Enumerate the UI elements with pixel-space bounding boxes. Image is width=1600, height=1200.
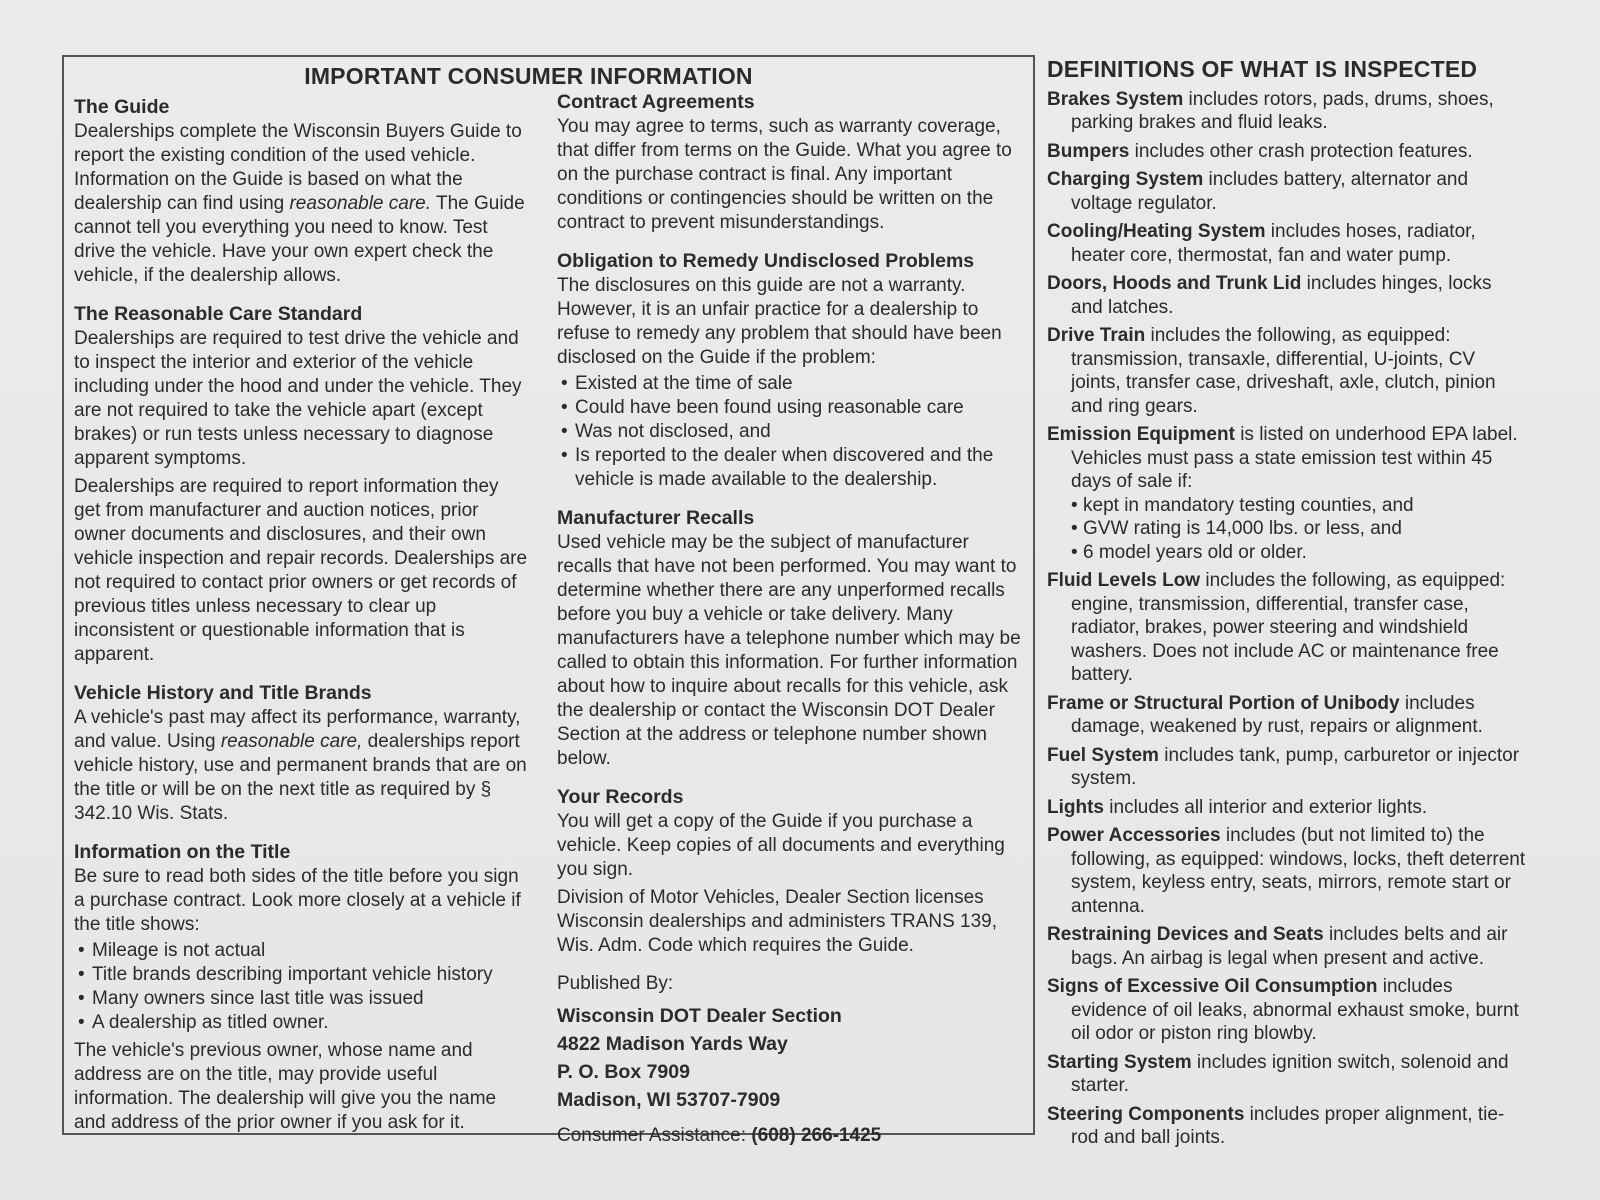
definition-term: Charging System — [1047, 169, 1204, 190]
definition-term: Starting System — [1047, 1051, 1192, 1073]
definition-description: includes ignition switch, solenoid and starter. — [1071, 1051, 1509, 1096]
definition-description: includes rotors, pads, drums, shoes, parking brakes and fluid leaks. — [1071, 88, 1494, 133]
definition-description: includes (but not limited to) the following, as equipped: windows, locks, theft deterrent system, keyless entry, seats, mirrors, remote start or antenna. — [1071, 825, 1526, 917]
definition-item — [1047, 1051, 1527, 1098]
definition-item — [1047, 272, 1527, 319]
section-paragraph: You will get a copy of the Guide if you purchase a vehicle. Keep copies of all documents and everything you sign. — [557, 811, 1005, 880]
section-paragraph: Be sure to read both sides of the title before you sign a purchase contract. Look more closely at a vehicle if the title shows: — [74, 866, 521, 935]
section-contract — [557, 90, 1022, 235]
box-title: IMPORTANT CONSUMER INFORMATION — [304, 63, 753, 89]
definitions-column — [1047, 58, 1527, 1155]
section-reasonable-care — [74, 302, 529, 667]
definition-term: Doors, Hoods and Trunk Lid — [1047, 273, 1302, 294]
section-paragraph: The disclosures on this guide are not a warranty. However, it is an unfair practice for a dealership to refuse to remedy any problem that should have been disclosed on the Guide if the problem: — [557, 275, 1002, 368]
definition-item — [1047, 220, 1527, 267]
text-span: The Guide cannot tell you everything you need to know. Test drive the vehicle. Have your own expert check the vehicle, if the dealership allows. — [74, 193, 525, 286]
text-span: Dealerships complete the Wisconsin Buyers Guide to report the existing condition of the used vehicle. Information on the Guide is based on what the dealership can find using — [74, 121, 522, 214]
definition-description: includes tank, pump, carburetor or injector system. — [1071, 744, 1520, 789]
section-text — [74, 120, 529, 288]
definition-description: includes damage, weakened by rust, repairs or alignment. — [1071, 692, 1483, 737]
definitions-list — [1047, 88, 1527, 1150]
section-heading: Obligation to Remedy Undisclosed Problems — [557, 250, 975, 272]
section-text — [74, 706, 529, 826]
text-span: dealerships report vehicle history, use and permanent brands that are on the title or will be on the next title as required by § 342.10 Wis. Stats. — [74, 731, 527, 824]
definition-description: includes battery, alternator and voltage regulator. — [1071, 169, 1469, 214]
section-heading: Contract Agreements — [557, 91, 755, 113]
publisher-street: 4822 Madison Yards Way — [557, 1033, 788, 1055]
consumer-assistance — [557, 1124, 1022, 1148]
section-heading: Manufacturer Recalls — [557, 507, 755, 529]
definition-item — [1047, 796, 1527, 820]
list-item: • kept in mandatory testing counties, and — [1071, 494, 1527, 518]
section-your-records — [557, 785, 1022, 958]
definition-description: includes evidence of oil leaks, abnormal exhaust smoke, burnt oil odor or piston ring blowby. — [1071, 976, 1519, 1044]
definition-item — [1047, 168, 1527, 215]
definition-item — [1047, 923, 1527, 970]
definition-item — [1047, 88, 1527, 135]
list-item: • Was not disclosed, and — [557, 420, 1022, 444]
info-column-2 — [557, 90, 1022, 1148]
definition-term: Steering Components — [1047, 1103, 1245, 1125]
emphasis-text: reasonable care. — [289, 193, 432, 214]
published-by-label: Published By: — [557, 973, 674, 994]
definition-item — [1047, 324, 1527, 418]
publisher-name: Wisconsin DOT Dealer Section — [557, 1005, 842, 1027]
list-item: • Existed at the time of sale — [557, 372, 1022, 396]
section-heading: Vehicle History and Title Brands — [74, 682, 372, 704]
consumer-information-box — [62, 55, 1035, 1146]
section-heading: The Reasonable Care Standard — [74, 303, 363, 325]
definition-item — [1047, 744, 1527, 791]
section-paragraph: Division of Motor Vehicles, Dealer Section licenses Wisconsin dealerships and administers TRANS 139, Wis. Adm. Code which requires the Guide. — [557, 887, 998, 956]
section-paragraph: The vehicle's previous owner, whose name and address are on the title, may provide useful information. The dealership will give you the name and address of the prior owner if you ask for it. — [74, 1040, 497, 1133]
list-item: • Mileage is not actual — [74, 939, 529, 963]
list-item: • Title brands describing important vehicle history — [74, 963, 529, 987]
publisher-pobox: P. O. Box 7909 — [557, 1061, 690, 1083]
title-bullet-list — [74, 939, 529, 1035]
definition-description: includes proper alignment, tie-rod and ball joints. — [1071, 1103, 1505, 1148]
definition-description: includes the following, as equipped: transmission, transaxle, differential, U-joints, CV joints, transfer case, driveshaft, axle, clutch, pinion and ring gears. — [1071, 325, 1496, 417]
definition-term: Lights — [1047, 796, 1104, 818]
definition-term: Cooling/Heating System — [1047, 221, 1266, 242]
definition-description: includes belts and air bags. An airbag is legal when present and active. — [1071, 924, 1508, 969]
text-span: A vehicle's past may affect its performance, warranty, and value. Using — [74, 707, 521, 752]
section-title-info — [74, 840, 529, 1135]
definition-term: Brakes System — [1047, 88, 1184, 110]
definition-description: includes all interior and exterior lights. — [1104, 796, 1428, 818]
definition-description: is listed on underhood EPA label. Vehicles must pass a state emission test within 45 days of sale if: — [1071, 424, 1518, 492]
obligation-bullet-list — [557, 372, 1022, 492]
definitions-title: DEFINITIONS OF WHAT IS INSPECTED — [1047, 56, 1478, 82]
definition-term: Frame or Structural Portion of Unibody — [1047, 692, 1400, 714]
definition-item — [1047, 1103, 1527, 1150]
definition-item — [1047, 569, 1527, 687]
list-item: • Many owners since last title was issued — [74, 987, 529, 1011]
definition-item — [1047, 140, 1527, 164]
definition-term: Drive Train — [1047, 325, 1146, 346]
assistance-phone: (608) 266-1425 — [751, 1125, 882, 1146]
publisher-city: Madison, WI 53707-7909 — [557, 1089, 781, 1111]
info-column-1 — [74, 95, 529, 1149]
definition-item — [1047, 423, 1527, 564]
definition-description: includes the following, as equipped: engine, transmission, differential, transfer case, radiator, brakes, power steering and windshield washers. Does not include AC or maintenance free battery. — [1071, 570, 1506, 685]
publisher-block — [557, 972, 1022, 1148]
assistance-label: Consumer Assistance: — [557, 1125, 752, 1146]
definition-item — [1047, 975, 1527, 1046]
definition-item — [1047, 692, 1527, 739]
list-item: • A dealership as titled owner. — [74, 1011, 529, 1035]
definition-term: Bumpers — [1047, 140, 1130, 162]
definition-item — [1047, 824, 1527, 918]
definition-term: Emission Equipment — [1047, 424, 1235, 445]
definition-term: Restraining Devices and Seats — [1047, 924, 1324, 945]
definition-description: includes hoses, radiator, heater core, thermostat, fan and water pump. — [1071, 221, 1476, 266]
definition-bullet-list — [1071, 494, 1527, 565]
definition-description: includes hinges, locks and latches. — [1071, 273, 1492, 318]
emphasis-text: reasonable care, — [220, 731, 363, 752]
section-recalls — [557, 506, 1022, 771]
section-the-guide — [74, 95, 529, 288]
section-text: You may agree to terms, such as warranty coverage, that differ from terms on the Guide. What you agree to on the purchase contract is final. Any important conditions or contingencies should be written on the contract to prevent misunderstandings. — [557, 116, 1012, 233]
section-heading: Information on the Title — [74, 841, 291, 863]
section-paragraph: Dealerships are required to test drive the vehicle and to inspect the interior and exterior of the vehicle including under the hood and under the vehicle. They are not required to take the vehicle apart (except brakes) or run tests unless necessary to diagnose apparent symptoms. — [74, 328, 522, 469]
section-vehicle-history — [74, 681, 529, 826]
list-item: • GVW rating is 14,000 lbs. or less, and — [1071, 517, 1527, 541]
list-item: • 6 model years old or older. — [1071, 541, 1527, 565]
definition-term: Fluid Levels Low — [1047, 570, 1201, 591]
section-paragraph: Dealerships are required to report information they get from manufacturer and auction notices, prior owner documents and disclosures, and their own vehicle inspection and repair records. Dealerships are not required to contact prior owners or get records of previous titles unless necessary to clear up inconsistent or questionable information that is apparent. — [74, 476, 528, 665]
list-item: • Is reported to the dealer when discovered and the vehicle is made available to the dealership. — [557, 444, 1022, 492]
section-heading: The Guide — [74, 96, 170, 118]
section-heading: Your Records — [557, 786, 684, 808]
list-item: • Could have been found using reasonable care — [557, 396, 1022, 420]
definition-term: Fuel System — [1047, 744, 1159, 766]
section-obligation — [557, 249, 1022, 492]
definition-description: includes other crash protection features. — [1129, 140, 1473, 162]
section-text: Used vehicle may be the subject of manufacturer recalls that have not been performed. You may want to determine whether there are any unperformed recalls before you buy a vehicle or take delivery. Many manufacturers have a telephone number which may be called to obtain this information. For further information about how to inquire about recalls for this vehicle, ask the dealership or contact the Wisconsin DOT Dealer Section at the address or telephone number shown below. — [557, 532, 1021, 769]
definition-term: Power Accessories — [1047, 825, 1221, 846]
definition-term: Signs of Excessive Oil Consumption — [1047, 976, 1378, 997]
